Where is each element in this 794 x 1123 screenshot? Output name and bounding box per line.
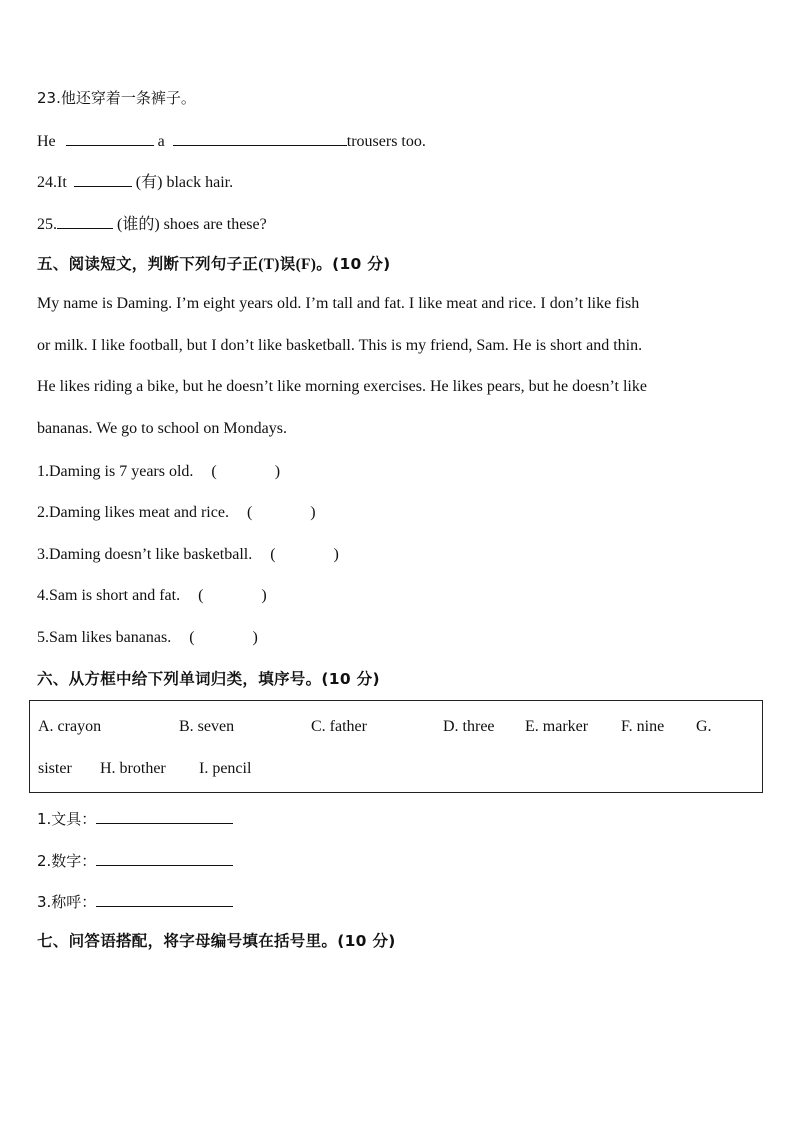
question-23-prompt: 23.他还穿着一条裤子。 bbox=[37, 89, 196, 107]
q25-prefix: 25. bbox=[37, 216, 57, 233]
tf-item-3-open-paren: ( bbox=[270, 546, 276, 563]
tf-item-2-text: 2.Daming likes meat and rice. bbox=[37, 504, 229, 521]
passage-line-1: My name is Daming. I’m eight years old. I’m tall and fat. I like meat and rice. I don’t like fish bbox=[37, 295, 640, 312]
category-3 bbox=[37, 890, 233, 913]
tf-item-3-close-paren: ) bbox=[333, 546, 339, 563]
question-23-answer-line bbox=[37, 129, 426, 152]
category-1-label: 1.文具： bbox=[37, 810, 97, 828]
tf-item-2 bbox=[37, 503, 316, 523]
tf-item-5 bbox=[37, 628, 258, 648]
word-c: C. father bbox=[311, 718, 367, 735]
word-f: F. nine bbox=[621, 718, 665, 735]
q23-he: He bbox=[37, 133, 56, 150]
tf-item-3 bbox=[37, 545, 339, 565]
category-3-blank[interactable] bbox=[96, 890, 233, 907]
tf-item-5-text: 5.Sam likes bananas. bbox=[37, 629, 172, 646]
tf-item-4 bbox=[37, 586, 267, 606]
word-a: A. crayon bbox=[38, 718, 102, 735]
section-5-heading bbox=[37, 254, 391, 275]
section-5-heading-f: (F) bbox=[295, 256, 317, 273]
section-7-heading: 七、问答语搭配，将字母编号填在括号里。(10 分) bbox=[37, 932, 396, 950]
word-b: B. seven bbox=[179, 718, 235, 735]
tf-item-1-text: 1.Daming is 7 years old. bbox=[37, 463, 194, 480]
q24-hint: (有) black hair. bbox=[135, 174, 234, 191]
question-25-line bbox=[37, 212, 267, 235]
tf-item-5-close-paren: ) bbox=[252, 629, 258, 646]
q25-blank[interactable] bbox=[57, 212, 113, 229]
category-2-label: 2.数字： bbox=[37, 852, 97, 870]
tf-item-1 bbox=[37, 462, 280, 482]
question-24-line bbox=[37, 170, 233, 193]
q24-blank[interactable] bbox=[74, 170, 132, 187]
tf-item-2-open-paren: ( bbox=[246, 504, 253, 521]
word-d: D. three bbox=[443, 718, 495, 735]
category-1 bbox=[37, 807, 233, 830]
q24-prefix: 24.It bbox=[37, 174, 67, 191]
tf-item-1-open-paren: ( bbox=[211, 463, 217, 480]
q23-blank-2[interactable] bbox=[173, 129, 347, 146]
word-box bbox=[29, 700, 763, 793]
tf-item-4-text: 4.Sam is short and fat. bbox=[37, 587, 181, 604]
word-i: I. pencil bbox=[199, 760, 252, 777]
tf-item-1-close-paren: ) bbox=[274, 463, 281, 480]
category-1-blank[interactable] bbox=[96, 807, 233, 824]
section-5-heading-text-a: 五、阅读短文，判断下列句子正 bbox=[37, 255, 259, 273]
passage-line-2: or milk. I like football, but I don’t like basketball. This is my friend, Sam. He is short and thin. bbox=[37, 337, 643, 354]
q23-blank-1[interactable] bbox=[66, 129, 154, 146]
word-g-cont: sister bbox=[38, 760, 72, 777]
tf-item-2-close-paren: ) bbox=[310, 504, 316, 521]
tf-item-3-text: 3.Daming doesn’t like basketball. bbox=[37, 546, 253, 563]
word-g: G. bbox=[696, 718, 712, 735]
category-2 bbox=[37, 849, 233, 872]
section-5-heading-text-b: 误 bbox=[279, 255, 296, 273]
q23-end: trousers too. bbox=[346, 133, 426, 150]
passage-line-3: He likes riding a bike, but he doesn’t like morning exercises. He likes pears, but he doesn’t like bbox=[37, 378, 647, 395]
tf-item-4-open-paren: ( bbox=[198, 587, 204, 604]
category-2-blank[interactable] bbox=[96, 849, 233, 866]
word-e: E. marker bbox=[525, 718, 589, 735]
section-5-heading-t: (T) bbox=[258, 256, 280, 273]
category-3-label: 3.称呼： bbox=[37, 893, 97, 911]
tf-item-4-close-paren: ) bbox=[261, 587, 267, 604]
section-6-heading: 六、从方框中给下列单词归类，填序号。(10 分) bbox=[37, 670, 380, 688]
q25-hint: (谁的) shoes are these? bbox=[117, 216, 267, 233]
tf-item-5-open-paren: ( bbox=[189, 629, 195, 646]
passage-line-4: bananas. We go to school on Mondays. bbox=[37, 420, 287, 437]
q23-a: a bbox=[157, 133, 165, 150]
word-h: H. brother bbox=[100, 760, 166, 777]
section-5-heading-text-c: 。(10 分) bbox=[316, 255, 391, 273]
